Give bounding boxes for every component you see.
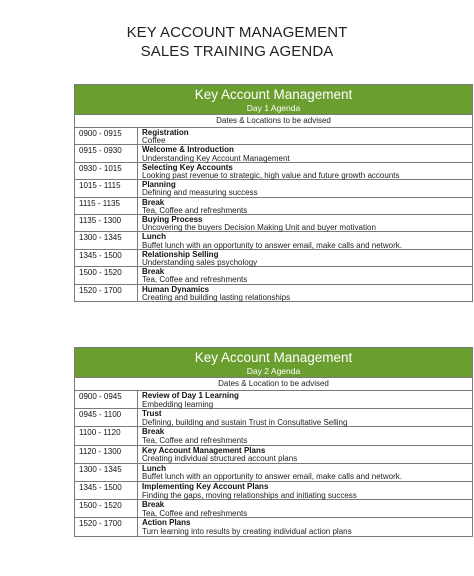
session-description: Looking past revenue to strategic, high value and future growth accounts [142,170,400,180]
agenda-row [75,250,472,267]
session-detail [138,250,472,266]
session-name: Break [142,267,165,277]
session-time: 1100 - 1120 [75,427,138,444]
session-time: 1500 - 1520 [75,267,138,283]
session-name: Key Account Management Plans [142,445,266,455]
agenda-row [75,198,472,215]
session-detail [138,427,472,444]
session-description: Defining, building and sustain Trust in Consultative Selling [142,417,348,427]
agenda-row [75,409,472,427]
session-detail [138,464,472,481]
agenda-row [75,128,472,145]
session-name: Selecting Key Accounts [142,162,233,172]
session-description: Creating individual structured account plans [142,454,298,464]
session-name: Lunch [142,232,166,242]
session-time: 1115 - 1135 [75,198,138,214]
day1-agenda-table [74,84,473,302]
session-name: Break [142,500,165,510]
session-description: Finding the gaps, moving relationships and initiating success [142,490,357,500]
session-detail [138,409,472,426]
agenda-rows [75,391,472,536]
session-description: Tea, Coffee and refreshments [142,508,248,518]
agenda-row [75,232,472,249]
agenda-header [75,85,472,114]
session-time: 1345 - 1500 [75,250,138,266]
session-name: Registration [142,128,189,137]
session-time: 0900 - 0915 [75,128,138,144]
session-time: 1135 - 1300 [75,215,138,231]
agenda-row [75,464,472,482]
session-time: 0945 - 1100 [75,409,138,426]
agenda-row [75,163,472,180]
agenda-row [75,427,472,445]
session-detail [138,232,472,248]
session-detail [138,128,472,144]
session-time: 1300 - 1345 [75,232,138,248]
agenda-row [75,215,472,232]
session-description: Defining and measuring success [142,188,258,198]
session-time: 1120 - 1300 [75,446,138,463]
document-subtitle: SALES TRAINING AGENDA [140,43,334,60]
session-description: Turn learning into results by creating individual action plans [142,526,352,536]
session-description: Tea, Coffee and refreshments [142,275,248,285]
agenda-row [75,518,472,535]
session-time: 0915 - 0930 [75,145,138,161]
session-time: 1500 - 1520 [75,500,138,517]
agenda-row [75,267,472,284]
session-name: Action Plans [142,518,191,528]
session-description: Understanding Key Account Management [142,153,290,163]
session-description: Embedding learning [142,399,214,409]
session-time: 0900 - 0945 [75,391,138,408]
session-description: Buffet lunch with an opportunity to answer email, make calls and network. [142,472,402,482]
agenda-day-label: Day 2 Agenda [246,366,301,376]
session-name: Break [142,197,165,207]
session-detail [138,518,472,535]
session-detail [138,500,472,517]
session-detail [138,285,472,301]
document-title: KEY ACCOUNT MANAGEMENT [126,24,348,41]
agenda-dates-note: Dates & Locations to be advised [75,114,472,128]
session-description: Creating and building lasting relationships [142,292,291,302]
session-name: Break [142,427,165,437]
agenda-rows [75,128,472,301]
session-detail [138,163,472,179]
session-description: Uncovering the buyers Decision Making Unit and buyer motivation [142,223,376,233]
agenda-row [75,391,472,409]
session-time: 1015 - 1115 [75,180,138,196]
session-detail [138,145,472,161]
session-detail [138,446,472,463]
agenda-dates-note: Dates & Location to be advised [75,377,472,391]
session-detail [138,267,472,283]
session-name: Review of Day 1 Learning [142,391,239,400]
session-time: 1345 - 1500 [75,482,138,499]
session-detail [138,391,472,408]
session-description: Buffet lunch with an opportunity to answer email, make calls and network. [142,240,402,250]
agenda-row [75,500,472,518]
session-name: Welcome & Introduction [142,145,234,155]
session-description: Tea, Coffee and refreshments [142,435,248,445]
day2-agenda-table [74,347,473,537]
session-name: Lunch [142,463,166,473]
session-time: 1520 - 1700 [75,518,138,535]
session-time: 1520 - 1700 [75,285,138,301]
session-time: 1300 - 1345 [75,464,138,481]
agenda-day-label: Day 1 Agenda [246,103,301,113]
session-time: 0930 - 1015 [75,163,138,179]
session-description: Coffee [142,136,166,146]
session-name: Human Dynamics [142,284,210,294]
session-name: Buying Process [142,214,203,224]
session-name: Relationship Selling [142,249,219,259]
session-detail [138,180,472,196]
agenda-row [75,180,472,197]
session-name: Trust [142,409,162,419]
agenda-row [75,482,472,500]
session-detail [138,215,472,231]
session-description: Tea, Coffee and refreshments [142,205,248,215]
session-name: Planning [142,180,176,190]
session-detail [138,482,472,499]
agenda-header [75,348,472,377]
session-description: Understanding sales psychology [142,257,258,267]
session-detail [138,198,472,214]
session-name: Implementing Key Account Plans [142,481,269,491]
agenda-row [75,145,472,162]
agenda-row [75,446,472,464]
agenda-title: Key Account Management [194,350,353,365]
agenda-row [75,285,472,301]
agenda-title: Key Account Management [194,87,353,102]
